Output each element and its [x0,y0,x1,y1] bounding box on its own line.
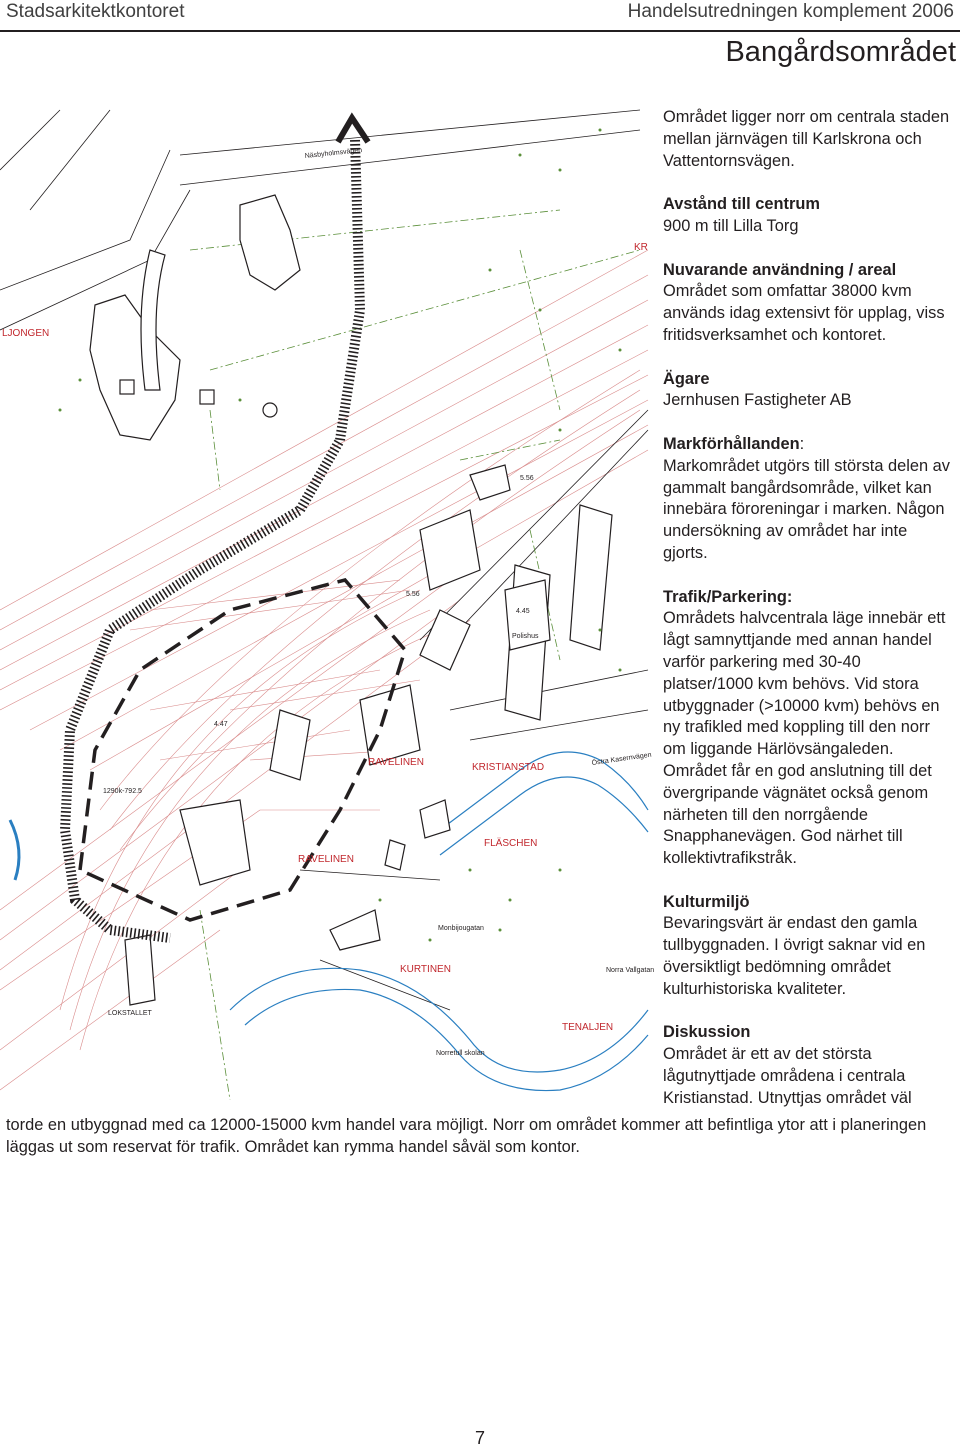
ground-text: Markområdet utgörs till största delen av gammalt bangårdsområde, vilket kan innebära föroreningar i marken. Någon undersökning av området har inte gjorts. [663,456,950,562]
discussion-heading: Diskussion [663,1023,751,1042]
label-ravelinen-2: RAVELINEN [298,854,354,865]
header-report-title: Handelsutredningen komplement 2006 [627,1,954,22]
usage-text: Området som omfattar 38000 kvm används idag extensivt för upplag, viss fritidsverksamhet och kontoret. [663,282,945,344]
header-organization: Stadsarkitektkontoret [6,1,185,22]
owner-heading: Ägare [663,369,710,388]
label-kristianstad: KRISTIANSTAD [472,762,545,773]
bottom-paragraph: torde en utbyggnad med ca 12000-15000 kvm handel vara möjligt. Norr om området kommer att befintliga ytor att i planeringen läggas ut som reservat för trafik. Området kan rymma handel såväl som kontor. [6,1116,927,1156]
label-elev-5: 5.56 [520,475,534,482]
label-nasbyholmsvagen: Näsbyholmsvägen [304,147,363,160]
text-column [663,107,953,1110]
usage-heading: Nuvarande användning / areal [663,260,897,279]
label-elev-3: 4.45 [516,608,530,615]
site-map [0,110,655,1120]
label-kr-fragment: KR [634,242,648,253]
label-flaschen: FLÄSCHEN [484,838,538,849]
road-lines [0,110,648,1010]
label-polishus: Polishus [512,633,539,640]
ground-heading: Markförhållanden [663,434,800,453]
label-norretull-skolan: Norretull skolan [436,1050,485,1057]
traffic-heading: Trafik/Parkering: [663,587,793,606]
culture-text: Bevaringsvärt är endast den gamla tullbyggnaden. I övrigt saknar vid en översiktligt bedömning området kulturhistoriska kvaliteter. [663,914,926,998]
page-number: 7 [474,1428,485,1448]
traffic-text: Områdets halvcentrala läge innebär ett lågt samnyttjande med annan handel varför parkering med 30-40 platser/1000 kvm behövs. Vid stora utbyggnader (>10000 kvm) behövs en ny trafikled med koppling till den norr om liggande Härlövsängaleden. Området får en god anslutning till det övergripande vägnätet också genom närheten till den norrgående Snapphanevägen. God närhet till kollektivtrafikstråk. [663,609,946,868]
header-rule [0,30,960,32]
label-tenaljen: TENALJEN [562,1022,614,1033]
intro-paragraph: Området ligger norr om centrala staden mellan järnvägen till Karlskrona och Vattentornsvägen. [663,108,950,170]
discussion-text: Området är ett av det största lågutnyttjade områdena i centrala Kristianstad. Utnyttjas området väl [663,1045,912,1107]
label-ostra-kasernvagen: Östra Kasernvägen [591,751,653,767]
label-ravelinen-1: RAVELINEN [368,757,424,768]
label-elev-1: 4.47 [214,721,228,728]
vegetation-dots [59,129,622,942]
label-norra-vallgatan: Norra Vallgatan [606,967,655,974]
culture-heading: Kulturmiljö [663,892,750,911]
distance-text: 900 m till Lilla Torg [663,216,799,235]
ground-heading-colon: : [799,434,805,453]
label-kurtinen: KURTINEN [400,964,451,975]
label-elev-4: 1290k-792.5 [103,788,142,795]
label-elev-2: 5.56 [406,591,420,598]
label-lokstallet: LOKSTALLET [108,1010,152,1017]
label-ljongen: LJONGEN [2,328,50,339]
page-title: Bangårdsområdet [725,36,956,68]
buildings [90,195,612,1005]
street-labels [103,147,654,1057]
distance-heading: Avstånd till centrum [663,195,820,214]
owner-text: Jernhusen Fastigheter AB [663,391,852,410]
label-monbijougatan: Monbijougatan [438,925,484,932]
